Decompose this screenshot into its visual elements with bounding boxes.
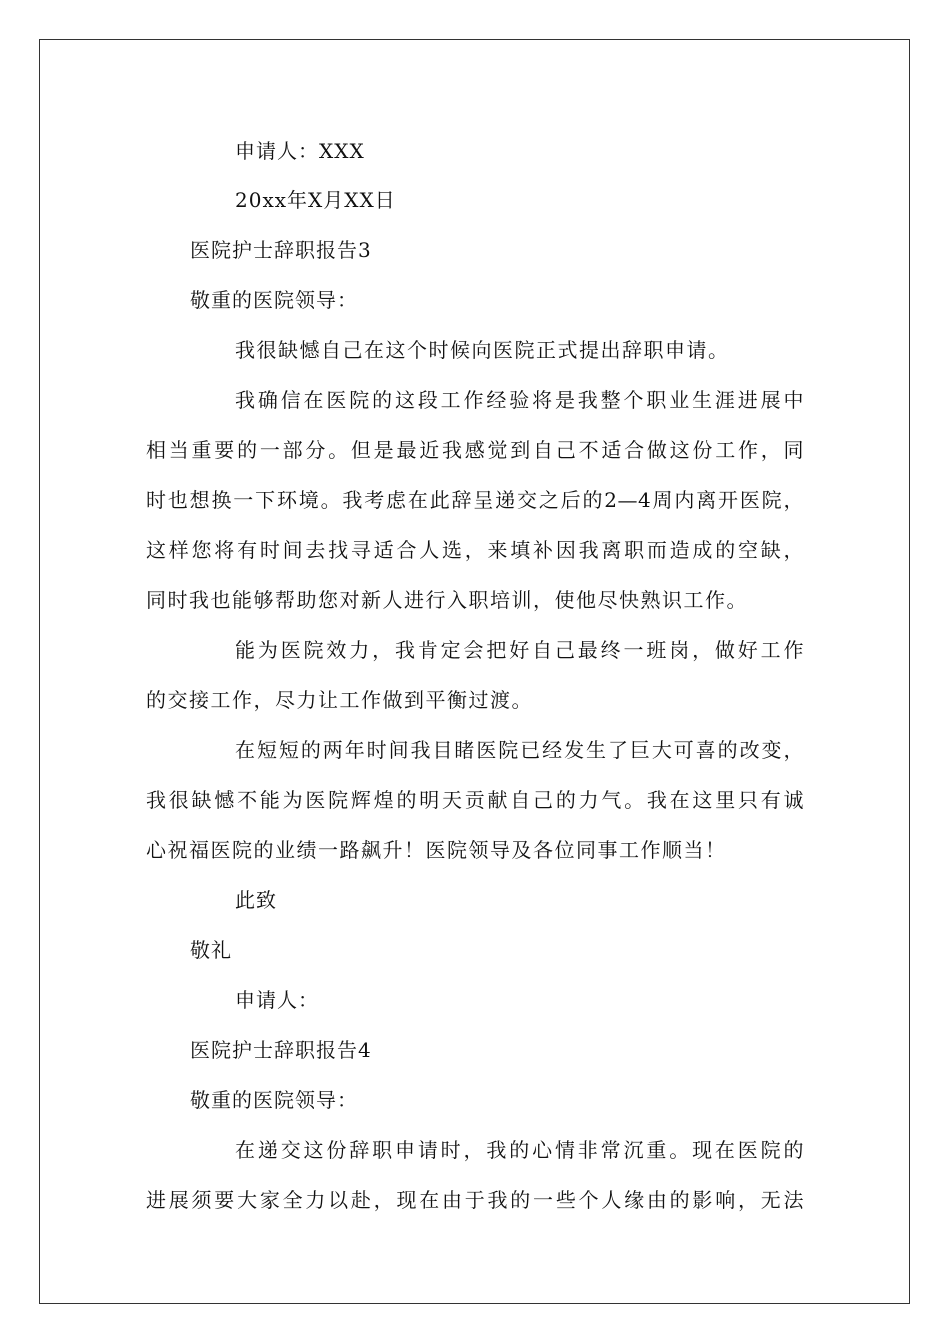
paragraph-line: 在递交这份辞职申请时，我的心情非常沉重。现在医院的 [235, 1138, 804, 1162]
paragraph-line: 我很缺憾不能为医院辉煌的明天贡献自己的力气。我在这里只有诚 [146, 788, 804, 812]
closing-line: 此致 [235, 888, 277, 912]
paragraph-line: 这样您将有时间去找寻适合人选，来填补因我离职而造成的空缺， [146, 538, 804, 562]
paragraph-line: 时也想换一下环境。我考虑在此辞呈递交之后的2—4周内离开医院， [146, 488, 804, 512]
paragraph-line: 进展须要大家全力以赴，现在由于我的一些个人缘由的影响，无法 [146, 1188, 804, 1212]
salutation-2: 敬重的医院领导： [190, 1088, 358, 1112]
applicant-line-2: 申请人： [235, 988, 319, 1012]
closing-salute: 敬礼 [190, 938, 232, 962]
report-title-3: 医院护士辞职报告3 [190, 238, 372, 262]
paragraph-line: 我确信在医院的这段工作经验将是我整个职业生涯进展中 [235, 388, 804, 412]
paragraph-line: 同时我也能够帮助您对新人进行入职培训，使他尽快熟识工作。 [146, 588, 748, 612]
date-line: 20xx年X月XX日 [235, 188, 396, 212]
report-title-4: 医院护士辞职报告4 [190, 1038, 372, 1062]
paragraph-line: 的交接工作，尽力让工作做到平衡过渡。 [146, 688, 533, 712]
paragraph-line: 在短短的两年时间我目睹医院已经发生了巨大可喜的改变， [235, 738, 804, 762]
paragraph-line: 相当重要的一部分。但是最近我感觉到自己不适合做这份工作，同 [146, 438, 804, 462]
paragraph-line: 心祝福医院的业绩一路飙升！医院领导及各位同事工作顺当！ [146, 838, 727, 862]
applicant-line-1: 申请人：XXX [235, 139, 365, 163]
paragraph-line: 我很缺憾自己在这个时候向医院正式提出辞职申请。 [235, 338, 730, 362]
salutation-1: 敬重的医院领导： [190, 288, 358, 312]
paragraph-line: 能为医院效力，我肯定会把好自己最终一班岗，做好工作 [235, 638, 804, 662]
